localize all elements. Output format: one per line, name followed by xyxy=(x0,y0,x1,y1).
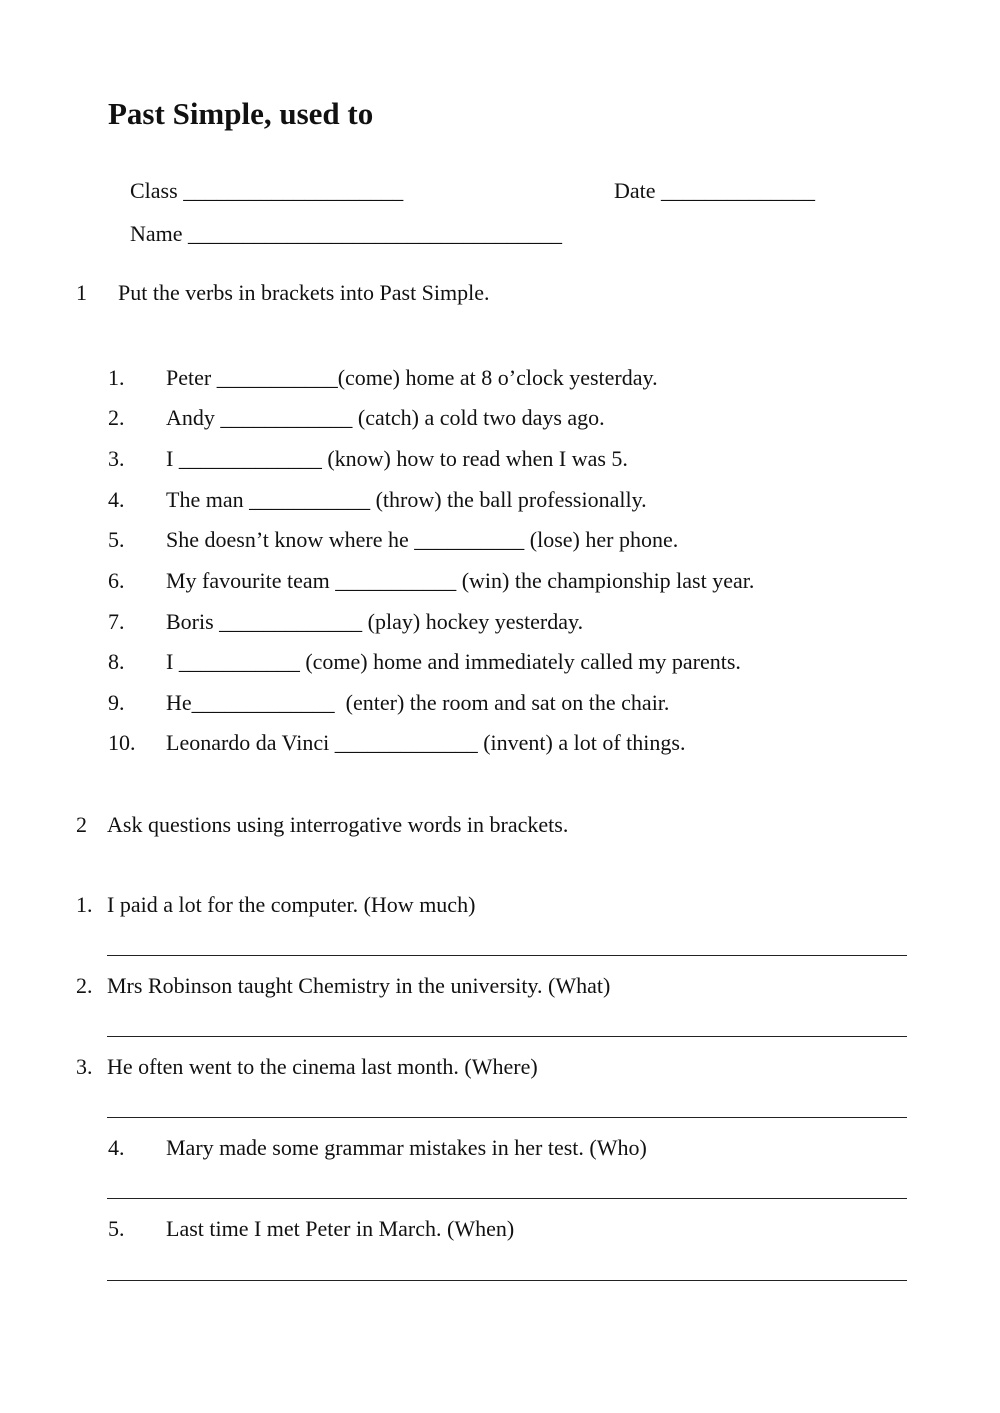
item-number: 7. xyxy=(108,609,125,634)
class-blank[interactable]: ____________________ xyxy=(183,178,404,203)
question-text: Mary made some grammar mistakes in her test. (Who) xyxy=(166,1135,647,1160)
item-text: Andy ____________ (catch) a cold two days ago. xyxy=(166,405,605,430)
section-1-instruction: Put the verbs in brackets into Past Simple. xyxy=(118,280,490,305)
item-number: 2. xyxy=(108,405,125,430)
section-1-number: 1 xyxy=(76,280,87,305)
answer-line[interactable] xyxy=(107,1036,907,1037)
question-number: 4. xyxy=(108,1135,125,1160)
item-number: 10. xyxy=(108,730,136,755)
name-field xyxy=(108,195,562,273)
question-number: 3. xyxy=(76,1054,93,1079)
question-number: 2. xyxy=(76,973,93,998)
item-number: 4. xyxy=(108,487,125,512)
item-number: 1. xyxy=(108,365,125,390)
answer-line[interactable] xyxy=(107,1198,907,1199)
answer-line[interactable] xyxy=(107,1117,907,1118)
item-text: I _____________ (know) how to read when I was 5. xyxy=(166,446,628,471)
name-label: Name xyxy=(130,221,183,246)
name-blank[interactable]: __________________________________ xyxy=(188,221,563,246)
item-text: Boris _____________ (play) hockey yesterday. xyxy=(166,609,584,634)
item-text: I ___________ (come) home and immediately called my parents. xyxy=(166,649,741,674)
item-number: 9. xyxy=(108,690,125,715)
item-text: The man ___________ (throw) the ball professionally. xyxy=(166,487,647,512)
item-text: Peter ___________(come) home at 8 o’clock yesterday. xyxy=(166,365,658,390)
page-title: Past Simple, used to xyxy=(108,96,374,131)
item-number: 6. xyxy=(108,568,125,593)
answer-line[interactable] xyxy=(107,1280,907,1281)
question-number: 5. xyxy=(108,1216,125,1241)
section-2-number: 2 xyxy=(76,812,87,837)
item-number: 8. xyxy=(108,649,125,674)
date-blank[interactable]: ______________ xyxy=(661,178,816,203)
question-text: Last time I met Peter in March. (When) xyxy=(166,1216,515,1241)
item-text: She doesn’t know where he __________ (lose) her phone. xyxy=(166,527,679,552)
question-number: 1. xyxy=(76,892,93,917)
question-text: I paid a lot for the computer. (How much) xyxy=(107,892,476,917)
item-text: Leonardo da Vinci _____________ (invent) a lot of things. xyxy=(166,730,686,755)
item-text: He_____________ (enter) the room and sat on the chair. xyxy=(166,690,670,715)
item-number: 3. xyxy=(108,446,125,471)
question-text: He often went to the cinema last month. (Where) xyxy=(107,1054,538,1079)
answer-line[interactable] xyxy=(107,955,907,956)
question-text: Mrs Robinson taught Chemistry in the university. (What) xyxy=(107,973,611,998)
item-text: My favourite team ___________ (win) the championship last year. xyxy=(166,568,755,593)
date-label: Date xyxy=(614,178,656,203)
section-2-instruction: Ask questions using interrogative words in brackets. xyxy=(107,812,569,837)
class-label: Class xyxy=(130,178,178,203)
item-number: 5. xyxy=(108,527,125,552)
date-field xyxy=(592,152,815,230)
